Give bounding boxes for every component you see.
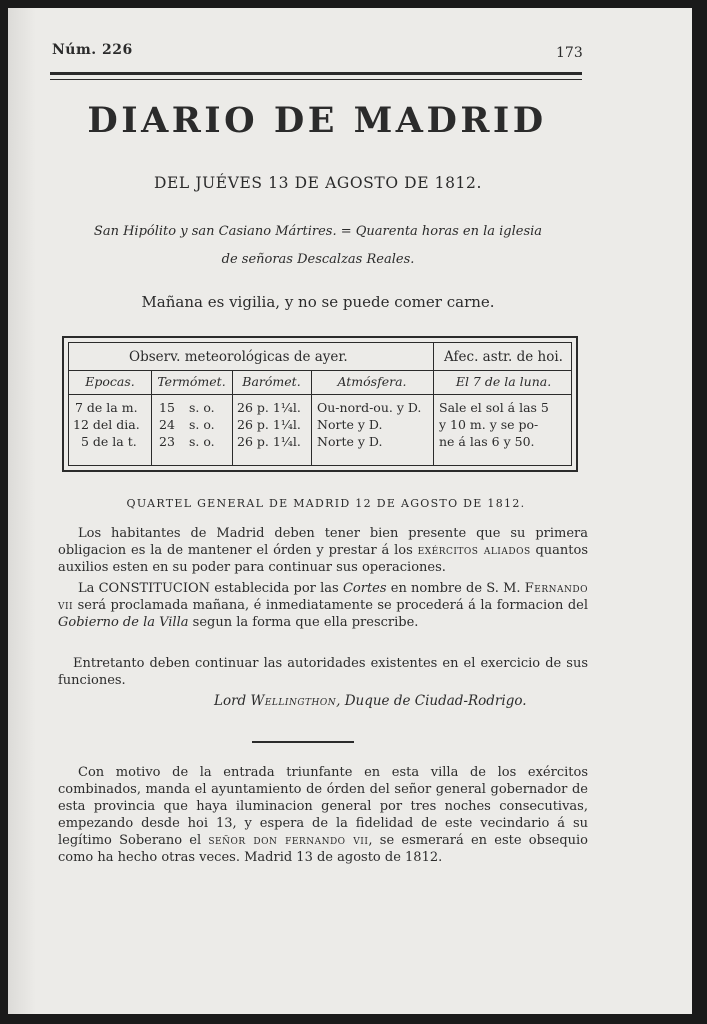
weather-title: Observ. meteorológicas de ayer. [129,349,348,365]
dispatch-heading: QUARTEL GENERAL DE MADRID 12 DE AGOSTO DE 1812. [126,497,526,510]
row1-baro: 26 p. 1¼l. [237,400,301,415]
p1-text-a: Los habitantes de Madrid deben tener bien presente que su primera obligacion es la de mantener el órden y prestar á los [58,526,588,558]
issue-date: DEL JUÉVES 13 DE AGOSTO DE 1812. [153,174,483,192]
weather-table-inner-frame [68,342,572,466]
row2-atm: Norte y D. [317,417,383,432]
newspaper-page [8,8,692,1014]
col-barometro: Barómet. [242,374,301,389]
row1-temp: 15 [159,400,175,415]
paragraph-iluminacion [58,764,588,866]
row3-baro: 26 p. 1¼l. [237,434,301,449]
table-column-rule [69,394,571,395]
p4-text-a: Con motivo de la entrada triunfante en esta villa de los exércitos combinados, manda el ayuntamiento de órden del señor general gobernador de esta provincia que haya iluminacion general por tres noches consecutivas, empezando desde hoi 13, y espera de la fidelidad de este vecindario á su legítimo Soberano el [58,765,588,848]
p2-cortes: Cortes [342,581,387,596]
sig-lord: Lord [214,693,251,709]
saints-line-1: San Hipólito y san Casiano Mártires. = Quarenta horas en la iglesia [93,224,543,239]
p4-fernando: señor don fernando vii [208,833,369,848]
row2-temp: 24 [159,417,175,432]
masthead-title: DIARIO DE MADRID [87,100,547,141]
luna-line-1: Sale el sol á las 5 [439,400,549,415]
luna-line-3: ne á las 6 y 50. [439,434,535,449]
col-luna: El 7 de la luna. [455,374,552,389]
row1-atm: Ou-nord-ou. y D. [317,400,422,415]
col-epocas: Epocas. [85,374,135,389]
table-divider-main [433,343,434,465]
page-number: 173 [556,45,583,61]
p2-text-d: segun la forma que ella prescribe. [188,615,419,630]
row1-epoca: 7 de la m. [75,400,138,415]
p1-exercitos-aliados: exércitos aliados [417,543,531,558]
p2-text-c: será proclamada mañana, é inmediatamente se procederá á la formacion del [73,598,588,613]
row2-epoca: 12 del dia. [73,417,140,432]
sig-wellingthon: Wellingthon [250,693,337,709]
row2-temp-dir: s. o. [189,417,215,432]
paragraph-habitantes [58,525,588,576]
p1-text-b: quantos auxilios esten en su poder para continuar sus operaciones. [58,543,589,575]
row1-temp-dir: s. o. [189,400,215,415]
p2-text-b: en nombre de S. M. [386,581,525,596]
paragraph-constitucion [58,580,588,631]
header-rule-thick [50,72,582,75]
p2-fernando: Fernando vii [58,581,588,613]
saints-line-2: de señoras Descalzas Reales. [221,252,415,267]
sig-title: , Duque de Ciudad-Rodrigo. [336,693,527,709]
page-edge-shadow [8,8,36,1014]
table-header-rule [69,370,571,371]
astro-title: Afec. astr. de hoi. [444,349,563,365]
section-divider [252,741,354,743]
row3-temp: 23 [159,434,175,449]
row3-epoca: 5 de la t. [81,434,137,449]
vigil-notice: Mañana es vigilia, y no se puede comer carne. [141,293,495,311]
header-rule-thin [50,79,582,80]
col-atmosfera: Atmósfera. [337,374,407,389]
weather-table [62,336,578,472]
row2-baro: 26 p. 1¼l. [237,417,301,432]
row3-atm: Norte y D. [317,434,383,449]
signature [214,693,527,709]
paragraph-entretanto: Entretanto deben continuar las autoridades existentes en el exercicio de sus funciones. [58,656,588,688]
issue-number: Núm. 226 [52,42,133,58]
p2-gobierno-villa: Gobierno de la Villa [58,615,189,630]
col-termometro: Termómet. [157,374,226,389]
row3-temp-dir: s. o. [189,434,215,449]
luna-line-2: y 10 m. y se po- [439,417,539,432]
p4-text-b: , se esmerará en este obsequio como ha hecho otras veces. Madrid 13 de agosto de 1812. [58,833,588,865]
p2-text-a: La CONSTITUCION establecida por las [78,581,343,596]
